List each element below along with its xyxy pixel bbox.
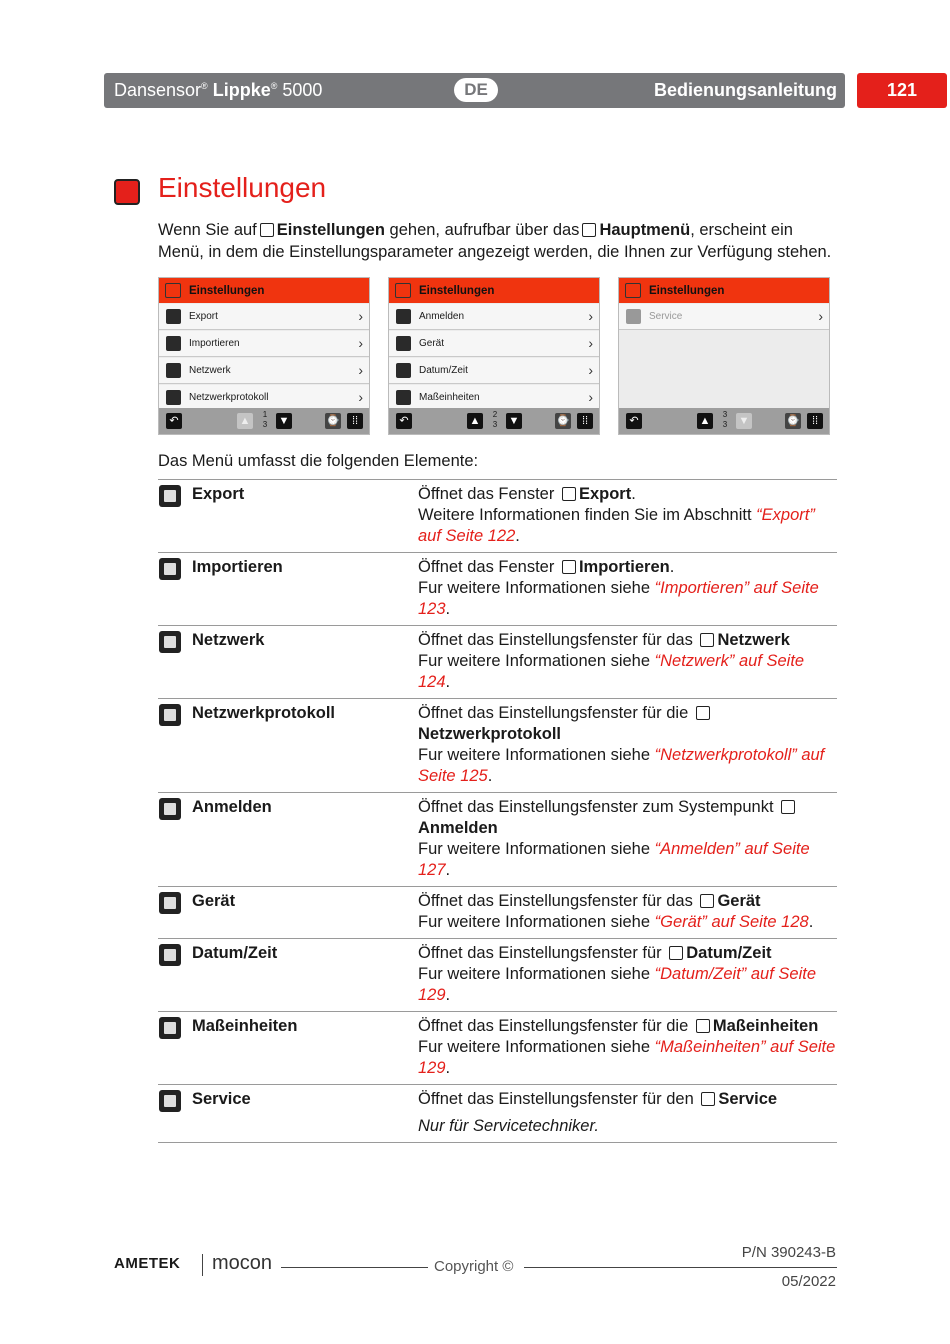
item-description-cell: Öffnet das Einstellungsfenster für die Maßeinheiten Fur weitere Informationen siehe “Maßeinheiten” auf Seite 129. bbox=[418, 1012, 837, 1085]
item-name: Service bbox=[192, 1090, 251, 1108]
network-protocol-icon bbox=[696, 706, 710, 720]
clock-icon[interactable]: ⌚ bbox=[326, 415, 340, 427]
item-name-cell bbox=[158, 1012, 418, 1085]
settings-sliders-icon bbox=[114, 179, 140, 205]
item-name-cell bbox=[158, 626, 418, 699]
item-name: Maßeinheiten bbox=[192, 1017, 298, 1035]
device-gear-icon bbox=[159, 892, 181, 914]
device-gear-icon bbox=[700, 894, 714, 908]
device-screen bbox=[158, 277, 370, 435]
item-description-cell: Öffnet das Fenster Importieren. Fur weitere Informationen siehe “Importieren” auf Seite 123. bbox=[418, 553, 837, 626]
item-name: Importieren bbox=[192, 558, 283, 576]
page-indicator: 2 3 bbox=[492, 410, 498, 429]
item-name: Anmelden bbox=[192, 798, 272, 816]
date-time-icon bbox=[669, 946, 683, 960]
screen-menu-item[interactable] bbox=[389, 358, 599, 384]
item-name: Export bbox=[192, 485, 245, 503]
item-name-cell bbox=[158, 480, 418, 553]
page-indicator: 3 3 bbox=[722, 410, 728, 429]
screen-menu-item[interactable] bbox=[159, 304, 369, 330]
screen-bottom-bar bbox=[389, 408, 599, 434]
screen-title: Einstellungen bbox=[649, 285, 725, 297]
chevron-right-icon: › bbox=[358, 308, 363, 324]
cross-reference-link[interactable]: “Export” auf Seite 122 bbox=[418, 506, 815, 545]
settings-icon bbox=[260, 223, 274, 237]
chevron-right-icon: › bbox=[358, 389, 363, 405]
item-description-cell: Öffnet das Fenster Export. Weitere Informationen finden Sie im Abschnitt “Export” auf Seite 122. bbox=[418, 480, 837, 553]
item-name-cell bbox=[158, 699, 418, 793]
cross-reference-link[interactable]: “Netzwerkprotokoll” auf Seite 125 bbox=[418, 746, 825, 785]
settings-icon bbox=[395, 283, 411, 298]
screen-menu-item[interactable] bbox=[159, 358, 369, 384]
main-menu-icon[interactable]: ⁞⁞ bbox=[577, 413, 593, 429]
table-row bbox=[158, 793, 837, 887]
clock-icon[interactable]: ⌚ bbox=[786, 415, 800, 427]
menu-item-icon bbox=[626, 309, 641, 324]
document-title: Bedienungsanleitung bbox=[653, 80, 837, 100]
device-screen bbox=[618, 277, 830, 435]
footer-rule-right bbox=[524, 1267, 837, 1268]
page-indicator: 1 3 bbox=[262, 410, 268, 429]
item-description-cell: Öffnet das Einstellungsfenster für Datum/Zeit Fur weitere Informationen siehe “Datum/Zeit” auf Seite 129. bbox=[418, 939, 837, 1012]
screen-header bbox=[389, 278, 599, 303]
logo-separator bbox=[202, 1254, 203, 1276]
footer-rule-left bbox=[281, 1267, 428, 1268]
login-icon bbox=[159, 798, 181, 820]
export-icon bbox=[159, 485, 181, 507]
item-name: Netzwerkprotokoll bbox=[192, 704, 336, 722]
language-badge: DE bbox=[454, 78, 498, 102]
ametek-logo: AMETEK bbox=[114, 1255, 181, 1272]
chevron-right-icon: › bbox=[358, 362, 363, 378]
settings-icon bbox=[625, 283, 641, 298]
chevron-right-icon: › bbox=[818, 308, 823, 324]
clock-icon[interactable]: ⌚ bbox=[556, 415, 570, 427]
screen-title: Einstellungen bbox=[419, 285, 495, 297]
cross-reference-link[interactable]: “Importieren” auf Seite 123 bbox=[418, 579, 819, 618]
chevron-right-icon: › bbox=[588, 362, 593, 378]
copyright: Copyright © bbox=[434, 1258, 514, 1275]
cross-reference-link[interactable]: “Anmelden” auf Seite 127 bbox=[418, 840, 810, 879]
chevron-right-icon: › bbox=[588, 389, 593, 405]
screen-menu-item[interactable] bbox=[159, 331, 369, 357]
menu-item-label: Maßeinheiten bbox=[419, 392, 480, 403]
table-row bbox=[158, 626, 837, 699]
chevron-right-icon: › bbox=[588, 308, 593, 324]
item-description-cell: Öffnet das Einstellungsfenster für die Netzwerkprotokoll Fur weitere Informationen siehe “Netzwerkprotokoll” auf Seite 125. bbox=[418, 699, 837, 793]
screen-header bbox=[619, 278, 829, 303]
item-name: Datum/Zeit bbox=[192, 944, 278, 962]
import-icon bbox=[159, 558, 181, 580]
screen-menu-item[interactable] bbox=[389, 304, 599, 330]
item-description-cell: Öffnet das Einstellungsfenster für das Gerät Fur weitere Informationen siehe “Gerät” auf Seite 128. bbox=[418, 887, 837, 939]
cross-reference-link[interactable]: “Netzwerk” auf Seite 124 bbox=[418, 652, 805, 691]
screen-bottom-bar bbox=[159, 408, 369, 434]
menu-item-icon bbox=[396, 336, 411, 351]
date-time-icon bbox=[159, 944, 181, 966]
table-row bbox=[158, 1085, 837, 1143]
service-tools-icon bbox=[701, 1092, 715, 1106]
menu-item-label: Netzwerk bbox=[189, 365, 231, 376]
back-icon[interactable]: ↶ bbox=[166, 413, 182, 429]
settings-icon bbox=[165, 283, 181, 298]
screen-header bbox=[159, 278, 369, 303]
table-row bbox=[158, 887, 837, 939]
section-title: Einstellungen bbox=[158, 172, 327, 203]
page-down-button[interactable]: ▼ bbox=[506, 413, 522, 429]
menu-item-icon bbox=[396, 363, 411, 378]
screen-bottom-bar bbox=[619, 408, 829, 434]
menu-item-label: Anmelden bbox=[419, 311, 465, 322]
page-down-button[interactable]: ▼ bbox=[736, 413, 752, 429]
back-icon[interactable]: ↶ bbox=[626, 413, 642, 429]
export-icon bbox=[562, 487, 576, 501]
chevron-right-icon: › bbox=[588, 335, 593, 351]
note-text: Nur für Servicetechniker. bbox=[418, 1117, 599, 1135]
screen-title: Einstellungen bbox=[189, 285, 265, 297]
item-name-cell bbox=[158, 793, 418, 887]
units-icon bbox=[159, 1017, 181, 1039]
menu-item-icon bbox=[166, 336, 181, 351]
import-icon bbox=[562, 560, 576, 574]
item-name: Netzwerk bbox=[192, 631, 265, 649]
login-icon bbox=[781, 800, 795, 814]
table-row bbox=[158, 1012, 837, 1085]
settings-items-table bbox=[158, 479, 837, 1143]
cross-reference-link[interactable]: “Gerät” auf Seite 128 bbox=[654, 913, 809, 931]
menu-item-icon bbox=[166, 390, 181, 405]
table-row bbox=[158, 699, 837, 793]
chevron-right-icon: › bbox=[358, 335, 363, 351]
page-up-button[interactable]: ▲ bbox=[237, 413, 253, 429]
menu-item-label: Gerät bbox=[419, 338, 445, 349]
part-number: P/N 390243-B bbox=[741, 1244, 836, 1261]
cross-reference-link[interactable]: “Maßeinheiten” auf Seite 129 bbox=[418, 1038, 836, 1077]
menu-item-icon bbox=[396, 390, 411, 405]
main-menu-icon[interactable]: ⁞⁞ bbox=[807, 413, 823, 429]
main-menu-icon[interactable]: ⁞⁞ bbox=[347, 413, 363, 429]
device-screen bbox=[388, 277, 600, 435]
table-row bbox=[158, 553, 837, 626]
page-up-button[interactable]: ▲ bbox=[697, 413, 713, 429]
menu-item-label: Service bbox=[649, 311, 683, 322]
product-name: Dansensor® Lippke® 5000 bbox=[114, 80, 323, 100]
item-name-cell bbox=[158, 939, 418, 1012]
network-protocol-icon bbox=[159, 704, 181, 726]
item-name-cell bbox=[158, 553, 418, 626]
network-icon bbox=[159, 631, 181, 653]
revision-date: 05/2022 bbox=[781, 1273, 836, 1290]
item-name-cell bbox=[158, 887, 418, 939]
cross-reference-link[interactable]: “Datum/Zeit” auf Seite 129 bbox=[418, 965, 817, 1004]
item-description-cell: Öffnet das Einstellungsfenster für den Service Nur für Servicetechniker. bbox=[418, 1085, 837, 1143]
menu-item-label: Export bbox=[189, 311, 218, 322]
table-row bbox=[158, 939, 837, 1012]
service-tools-icon bbox=[159, 1090, 181, 1112]
item-description-cell: Öffnet das Einstellungsfenster für das Netzwerk Fur weitere Informationen siehe “Netzwerk” auf Seite 124. bbox=[418, 626, 837, 699]
menu-item-icon bbox=[166, 309, 181, 324]
item-name-cell bbox=[158, 1085, 418, 1143]
page-number: 121 bbox=[857, 73, 947, 108]
item-name: Gerät bbox=[192, 892, 236, 910]
list-lead-text: Das Menü umfasst die folgenden Elemente: bbox=[158, 452, 479, 470]
network-icon bbox=[700, 633, 714, 647]
menu-item-icon bbox=[166, 363, 181, 378]
item-description-cell: Öffnet das Einstellungsfenster zum Systempunkt Anmelden Fur weitere Informationen siehe “Anmelden” auf Seite 127. bbox=[418, 793, 837, 887]
main-menu-icon bbox=[582, 223, 596, 237]
mocon-logo: mocon bbox=[212, 1252, 273, 1274]
page-down-button[interactable]: ▼ bbox=[276, 413, 292, 429]
screen-menu-item[interactable] bbox=[619, 304, 829, 330]
intro-paragraph: Wenn Sie auf Einstellungen gehen, aufrufbar über das Hauptmenü, erscheint ein Menü, in dem die Einstellungsparameter angezeigt werden, die Ihnen zur Verfügung stehen. bbox=[158, 221, 832, 261]
page-header bbox=[104, 73, 845, 108]
page-up-button[interactable]: ▲ bbox=[467, 413, 483, 429]
back-icon[interactable]: ↶ bbox=[396, 413, 412, 429]
menu-item-icon bbox=[396, 309, 411, 324]
menu-item-label: Netzwerkprotokoll bbox=[189, 392, 269, 403]
menu-item-label: Datum/Zeit bbox=[419, 365, 468, 376]
screen-menu-item[interactable] bbox=[389, 331, 599, 357]
units-icon bbox=[696, 1019, 710, 1033]
menu-item-label: Importieren bbox=[189, 338, 240, 349]
table-row bbox=[158, 480, 837, 553]
